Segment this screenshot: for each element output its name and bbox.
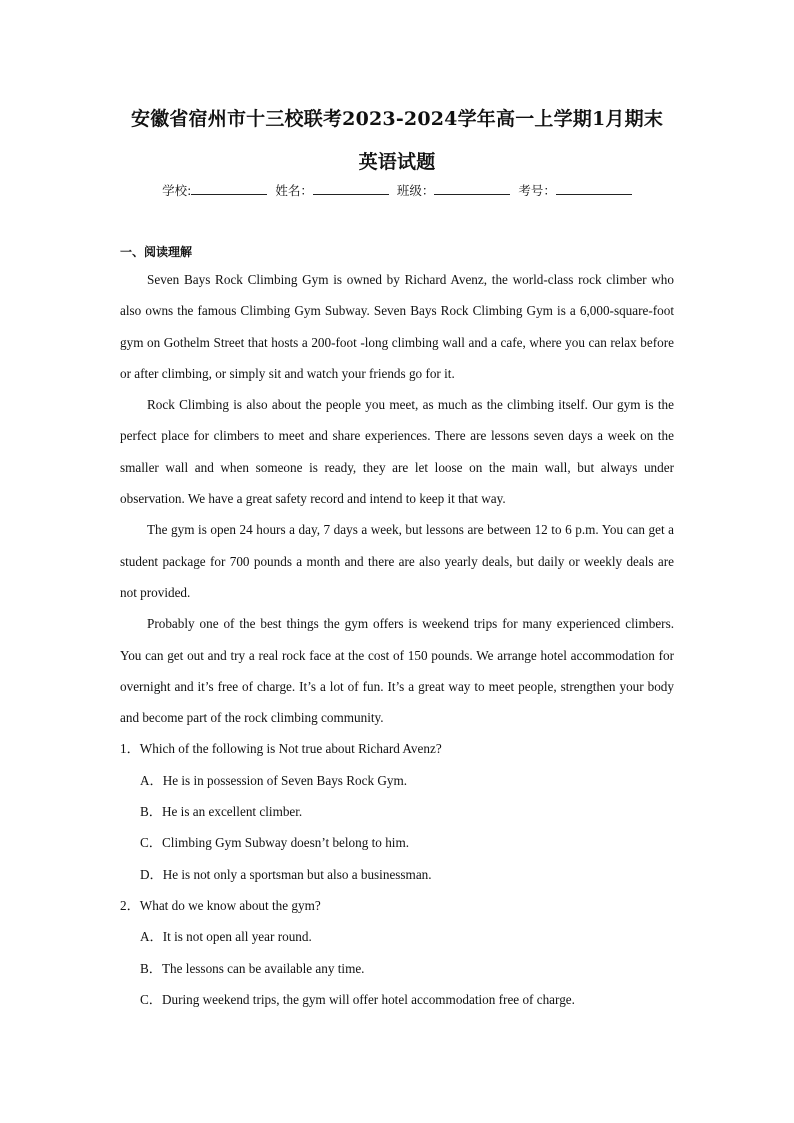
exam-title-line2: 英语试题 [358,151,436,173]
answer-option: C．During weekend trips, the gym will offer hotel accommodation free of charge. [140,991,575,1007]
school-blank [191,182,267,195]
exam-number-blank [556,182,632,195]
school-field [162,181,267,199]
passage-paragraph: Rock Climbing is also about the people you meet, as much as the climbing itself. Our gym is the perfect place for climbers to meet and share experiences. There are lessons seven days a week on the smaller wall and when someone is ready, they are let loose on the main wall, but always under observation. We have a great safety record and intend to keep it that way. [120,397,674,507]
passage-paragraph: The gym is open 24 hours a day, 7 days a week, but lessons are between 12 to 6 p.m. You can get a student package for 700 pounds a month and there are also yearly deals, but daily or weekly deals are not provided. [120,522,674,600]
name-blank [313,182,389,195]
name-label: 姓名： [275,183,313,198]
passage-paragraph: Probably one of the best things the gym offers is weekend trips for many experienced climbers. You can get out and try a real rock face at the cost of 150 pounds. We arrange hotel accommodation for overnight and it’s free of charge. It’s a lot of fun. It’s a great way to meet people, strengthen your body and become part of the rock climbing community. [120,616,674,726]
question-stem: 2．What do we know about the gym? [120,897,321,913]
exam-title-line1: 安徽省宿州市十三校联考2023-2024学年高一上学期1月期末 [130,108,664,130]
answer-option: C．Climbing Gym Subway doesn’t belong to him. [140,835,410,851]
school-label: 学校: [162,183,192,198]
student-info-line [0,181,794,199]
exam-number-field [518,181,632,199]
answer-option: D．He is not only a sportsman but also a businessman. [140,866,432,882]
answer-option: B．He is an excellent climber. [140,804,303,820]
class-label: 班级： [396,183,435,198]
name-field [275,181,389,199]
passage-paragraph: Seven Bays Rock Climbing Gym is owned by Richard Avenz, the world-class rock climber who also owns the famous Climbing Gym Subway. Seven Bays Rock Climbing Gym is a 6,000-square-foot gym on Gothelm Street that hosts a 200-foot -long climbing wall and a cafe, where you can relax before or after climbing, or simply sit and watch your friends go for it. [120,272,674,381]
reading-passage [120,264,674,1015]
class-blank [434,182,510,195]
answer-option: A．He is in possession of Seven Bays Rock Gym. [140,772,408,788]
question-stem: 1．Which of the following is Not true about Richard Avenz? [120,741,442,757]
answer-option: B．The lessons can be available any time. [140,960,365,976]
answer-option: A．It is not open all year round. [140,929,312,945]
class-field [397,181,511,199]
exam-number-label: 考号： [518,183,556,198]
section-heading: 一、阅读理解 [120,245,193,259]
